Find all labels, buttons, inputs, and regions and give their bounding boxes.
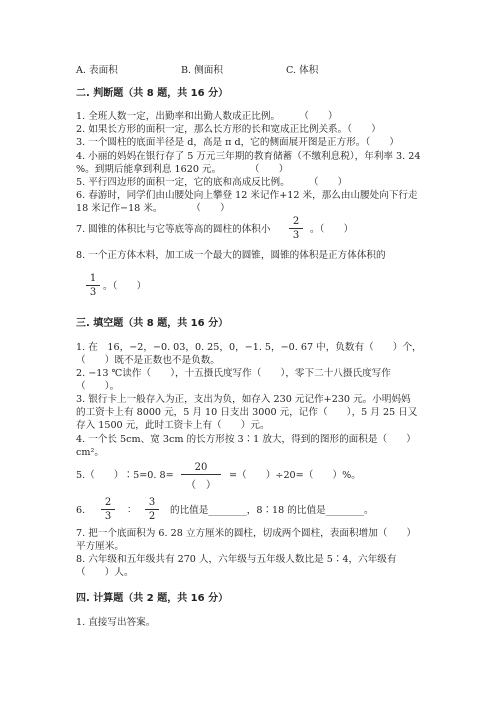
ratio-colon: ∶	[128, 505, 131, 516]
fraction-bar	[101, 509, 115, 510]
fraction-three-halves	[145, 497, 159, 522]
judgement-question-7: 7. 圆锥的体积比与它等底等高的圆柱的体积小	[76, 224, 271, 235]
fraction-denominator: 3	[89, 287, 97, 298]
fraction-numerator: 2	[292, 216, 300, 227]
section-title-calculation: 四. 计算题（共 2 题，共 16 分）	[76, 593, 229, 604]
fill-question-7-line2: 平方厘米。	[76, 541, 124, 552]
fill-question-3-line1: 3. 银行卡上一般存入为正，支出为负，如存入 230 元记作+230 元。小明妈妈	[76, 394, 411, 405]
fill-question-8-line1: 8. 六年级和五年级共有 270 人，六年级与五年级人数比是 5∶4，六年级有	[76, 554, 397, 565]
fill-question-2-line1: 2. −13 ℃读作（ ），十五摄氏度写作（ ），零下二十八摄氏度写作	[76, 368, 391, 379]
judgement-question-1: 1. 全班人数一定，出勤率和出勤人数成正比例。 （ ）	[76, 111, 338, 122]
fill-question-6-label: 6.	[76, 505, 86, 516]
fill-question-5-tail: =（ ）÷20=（ ）%。	[229, 470, 361, 481]
fraction-bar	[145, 509, 159, 510]
fraction-two-thirds	[289, 216, 303, 241]
option-c: C. 体积	[286, 65, 319, 76]
judgement-question-6-line1: 6. 春游时，同学们由山腰处向上攀登 12 米记作+12 米，那么由山腰处向下行走	[76, 190, 418, 201]
fraction-numerator: 1	[89, 273, 97, 284]
option-a: A. 表面积	[76, 65, 118, 76]
option-b: B. 侧面积	[181, 65, 223, 76]
fraction-bar	[181, 474, 221, 475]
fraction-numerator: 20	[194, 462, 208, 473]
fraction-bar	[86, 285, 100, 286]
fraction-two-thirds	[101, 497, 115, 522]
fraction-denominator: 3	[292, 230, 300, 241]
section-title-fill-in: 三. 填空题（共 8 题，共 16 分）	[76, 318, 229, 329]
fraction-denominator: 2	[148, 511, 156, 522]
fill-question-3-line3: 存入 1500 元，此时工资卡上有（ ）元。	[76, 420, 270, 431]
calc-question-1: 1. 直接写出答案。	[76, 617, 156, 628]
judgement-question-4-line2: %。到期后能拿到利息 1620 元。 （ ）	[76, 164, 289, 175]
fill-question-1-line1: 1. 在 16，−2，−0. 03，0. 25，0，−1. 5，−0. 67 中，负数有（ ）个，	[76, 342, 422, 353]
judgement-question-5: 5. 平行四边形的面积一定，它的底和高成反比例。 （ ）	[76, 177, 348, 188]
fraction-denominator: （ ）	[186, 480, 216, 491]
fraction-numerator: 3	[148, 497, 156, 508]
fill-question-2-line2: （ ）。	[76, 381, 120, 392]
fill-question-5: 5.（ ）∶5=0. 8=	[76, 470, 174, 481]
judgement-question-4-line1: 4. 小丽的妈妈在银行存了 5 万元三年期的教育储蓄（不缴利息税），年利率 3. 24	[76, 151, 421, 162]
fill-question-1-line2: （ ）既不是正数也不是负数。	[76, 355, 220, 366]
fraction-denominator: 3	[104, 511, 112, 522]
judgement-question-8-tail: 。（ ）	[103, 281, 147, 292]
fraction-numerator: 2	[104, 497, 112, 508]
fill-question-3-line2: 的工资卡上有 8000 元，5 月 10 日支出 3000 元，记作（ ），5 月 25 日又	[76, 407, 418, 418]
judgement-question-6-line2: 18 米记作−18 米。 （ ）	[76, 203, 230, 214]
judgement-question-8: 8. 一个正方体木料，加工成一个最大的圆锥，圆锥的体积是正方体体积的	[76, 250, 386, 261]
judgement-question-7-tail: 。（ ）	[310, 224, 354, 235]
judgement-question-3: 3. 一个圆柱的底面半径是 d，高是 π d，它的侧面展开图是正方形。（ ）	[76, 137, 399, 148]
fill-question-4-line1: 4. 一个长 5cm、宽 3cm 的长方形按 3∶1 放大，得到的图形的面积是（ ）	[76, 434, 416, 445]
fill-question-7-line1: 7. 把一个底面积为 6. 28 立方厘米的圆柱，切成两个圆柱，表面积增加（ ）	[76, 528, 417, 539]
fill-question-6-tail: 的比值是________，8∶18 的比值是________。	[170, 505, 374, 516]
fill-question-4-line2: cm²。	[76, 447, 104, 458]
fraction-twenty-over-blank	[181, 462, 221, 491]
section-title-judgement: 二. 判断题（共 8 题，共 16 分）	[76, 88, 229, 99]
judgement-question-2: 2. 如果长方形的面积一定，那么长方形的长和宽成正比例关系。（ ）	[76, 124, 381, 135]
fraction-one-third	[86, 273, 100, 298]
fill-question-8-line2: （ ）人。	[76, 567, 134, 578]
fraction-bar	[289, 228, 303, 229]
